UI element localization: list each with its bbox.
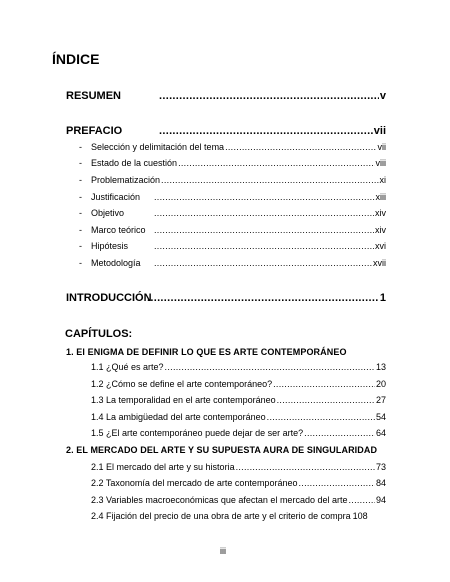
toc-subentry <box>91 192 386 203</box>
toc-subentry <box>91 158 386 169</box>
toc-subentry-page: 64 <box>375 428 386 438</box>
dot-leader <box>304 428 375 439</box>
toc-subentry-page: 20 <box>375 379 386 389</box>
toc-subentry-page: 54 <box>375 412 386 422</box>
toc-subentry-label: 1.2 ¿Cómo se define el arte contemporáneo? <box>91 379 273 389</box>
toc-subentry-label: 1.3 La temporalidad en el arte contemporáneo <box>91 395 276 405</box>
toc-subentry-label: 1.5 ¿El arte contemporáneo puede dejar de ser arte? <box>91 428 304 438</box>
bullet-dash: - <box>79 175 82 185</box>
dot-leader <box>154 208 374 219</box>
toc-subentry <box>91 175 386 186</box>
toc-entry-introduccion <box>66 292 386 305</box>
toc-subentry-label: Objetivo <box>91 208 125 218</box>
toc-subentry <box>91 495 386 506</box>
toc-subentry-label: Metodología <box>91 258 141 268</box>
toc-entry-page: 1 <box>379 292 386 304</box>
toc-subentry <box>91 428 386 439</box>
toc-subentry <box>91 241 386 252</box>
toc-subentry <box>91 478 386 489</box>
toc-subentry-page: 94 <box>375 495 386 505</box>
dot-leader <box>154 258 372 269</box>
dot-leader <box>225 142 376 153</box>
toc-subentry-page: 108 <box>352 511 368 521</box>
bullet-dash: - <box>79 158 82 168</box>
toc-subentry-label: 1.4 La ambigüedad del arte contemporáneo <box>91 412 266 422</box>
bullet-dash: - <box>79 241 82 251</box>
toc-subentry <box>91 258 386 269</box>
bullet-dash: - <box>79 142 82 152</box>
toc-entry-prefacio <box>66 125 386 138</box>
toc-subentry-page: xiv <box>375 208 386 218</box>
bullet-dash: - <box>79 192 82 202</box>
toc-subentry-label: 2.3 Variables macroeconómicas que afectan el mercado del arte <box>91 495 348 505</box>
toc-subentry-label: 2.4 Fijación del precio de una obra de arte y el criterio de compra <box>91 511 351 521</box>
bullet-dash: - <box>79 208 82 218</box>
toc-subentry-label: Marco teórico <box>91 225 146 235</box>
toc-subentry-page: xiii <box>375 192 386 202</box>
dot-leader <box>154 225 374 236</box>
toc-subentry-page: xvii <box>373 258 386 268</box>
dot-leader <box>298 478 375 489</box>
dot-leader <box>159 125 373 138</box>
toc-subentry-page: 73 <box>375 462 386 472</box>
toc-subentry <box>91 462 386 473</box>
toc-subentry-page: xiv <box>375 225 386 235</box>
toc-entry-resumen <box>66 90 386 103</box>
dot-leader <box>161 175 378 186</box>
dot-leader <box>236 462 375 473</box>
dot-leader <box>277 395 375 406</box>
toc-entry-page: v <box>379 90 386 102</box>
dot-leader <box>267 412 375 423</box>
toc-subentry-label: 1.1 ¿Qué es arte? <box>91 362 164 372</box>
toc-subentry-label: Hipótesis <box>91 241 129 251</box>
toc-subentry <box>91 225 386 236</box>
toc-subentry-page: viii <box>375 158 386 168</box>
toc-subentry-label: Problematización <box>91 175 161 185</box>
toc-subentry-page: 27 <box>375 395 386 405</box>
toc-subentry <box>91 395 386 406</box>
dot-leader <box>154 241 374 252</box>
chapter-heading: 1. El ENIGMA DE DEFINIR LO QUE ES ARTE CONTEMPORÁNEO <box>66 347 347 357</box>
toc-subentry <box>91 412 386 423</box>
toc-subentry-page: xi <box>379 175 386 185</box>
toc-subentry-page: xvi <box>375 241 386 251</box>
toc-entry-label: RESUMEN <box>66 90 122 102</box>
dot-leader <box>348 495 375 506</box>
toc-subentry-label: Justificación <box>91 192 141 202</box>
toc-subentry-page: 13 <box>375 362 386 372</box>
toc-subentry <box>91 379 386 390</box>
toc-subentry <box>91 142 386 153</box>
bullet-dash: - <box>79 258 82 268</box>
toc-subentry-label: 2.2 Taxonomía del mercado de arte contemporáneo <box>91 478 298 488</box>
dot-leader <box>147 292 379 305</box>
dot-leader <box>159 90 379 103</box>
toc-subentry-label: Selección y delimitación del tema <box>91 142 225 152</box>
toc-subentry <box>91 208 386 219</box>
dot-leader <box>165 362 375 373</box>
bullet-dash: - <box>79 225 82 235</box>
index-title: ÍNDICE <box>52 51 100 67</box>
dot-leader <box>273 379 375 390</box>
chapter-heading: 2. EL MERCADO DEL ARTE Y SU SUPUESTA AURA DE SINGULARIDAD <box>66 445 378 455</box>
page-number: iii <box>220 546 226 556</box>
toc-subentry <box>91 362 386 373</box>
toc-entry-label: INTRODUCCIÓN <box>66 292 152 304</box>
dot-leader <box>178 158 374 169</box>
toc-subentry <box>91 511 386 522</box>
capitulos-heading: CAPÍTULOS: <box>65 328 133 340</box>
toc-subentry-label: Estado de la cuestión <box>91 158 178 168</box>
toc-entry-page: vii <box>373 125 386 137</box>
toc-subentry-label: 2.1 El mercado del arte y su historia <box>91 462 235 472</box>
toc-subentry-page: vii <box>377 142 386 152</box>
toc-subentry-page: 84 <box>375 478 386 488</box>
dot-leader <box>154 192 375 203</box>
toc-entry-label: PREFACIO <box>66 125 123 137</box>
